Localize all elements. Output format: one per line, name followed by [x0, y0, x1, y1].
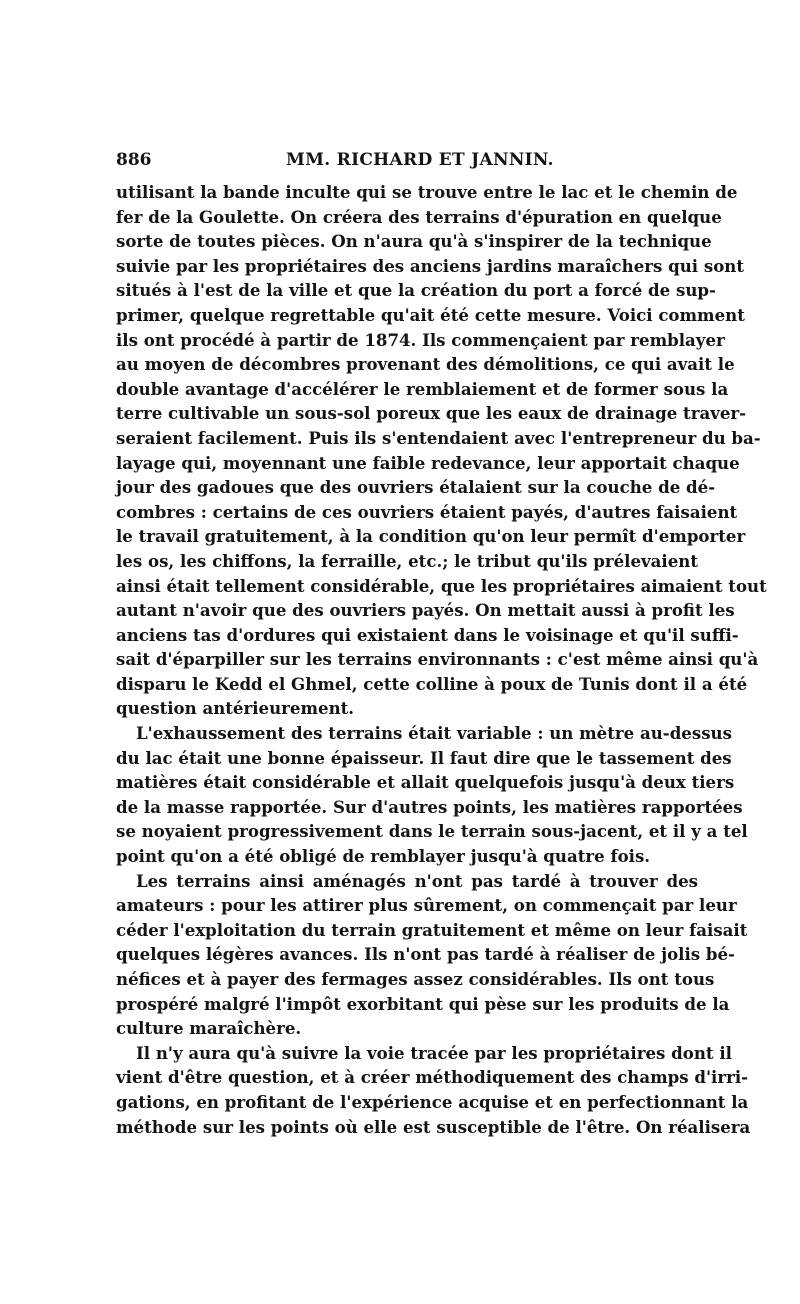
text-line: quelques légères avances. Ils n'ont pas tardé à réaliser de jolis bé- — [116, 944, 735, 965]
text-line: seraient facilement. Puis ils s'entendaient avec l'entrepreneur du ba- — [116, 427, 761, 448]
text-line: sait d'éparpiller sur les terrains environnants : c'est même ainsi qu'à — [116, 649, 759, 670]
text-line: fer de la Goulette. On créera des terrains d'épuration en quelque — [116, 206, 722, 227]
text-line: du lac était une bonne épaisseur. Il faut dire que le tassement des — [116, 747, 732, 768]
text-line: amateurs : pour les attirer plus sûrement, on commençait par leur — [116, 895, 737, 916]
text-line: question antérieurement. — [116, 698, 355, 719]
text-line: les os, les chiffons, la ferraille, etc.; le tribut qu'ils prélevaient — [116, 550, 698, 571]
paragraph-2 — [116, 721, 748, 869]
text-line: Les terrains ainsi aménagés n'ont pas tardé à trouver des — [136, 870, 698, 891]
text-line: le travail gratuitement, à la condition qu'on leur permît d'emporter — [116, 526, 746, 547]
text-line: gations, en profitant de l'expérience acquise et en perfectionnant la — [116, 1091, 749, 1112]
text-line: anciens tas d'ordures qui existaient dans le voisinage et qu'il suffi- — [116, 624, 739, 645]
text-line: situés à l'est de la ville et que la création du port a forcé de sup- — [116, 280, 716, 301]
text-line: disparu le Kedd el Ghmel, cette colline à poux de Tunis dont il a été — [116, 673, 748, 694]
text-line: se noyaient progressivement dans le terrain sous-jacent, et il y a tel — [116, 821, 748, 842]
text-line: Il n'y aura qu'à suivre la voie tracée par les propriétaires dont il — [136, 1042, 732, 1063]
running-title: MM. RICHARD ET JANNIN. — [286, 150, 554, 170]
text-line: céder l'exploitation du terrain gratuitement et même on leur faisait — [116, 919, 748, 940]
text-line: point qu'on a été obligé de remblayer jusqu'à quatre fois. — [116, 846, 651, 867]
body-text — [116, 180, 767, 1139]
text-line: utilisant la bande inculte qui se trouve entre le lac et le chemin de — [116, 182, 738, 202]
text-line: ils ont procédé à partir de 1874. Ils commençaient par remblayer — [116, 329, 725, 350]
paragraph-4 — [116, 1041, 751, 1139]
text-line: combres : certains de ces ouvriers étaient payés, d'autres faisaient — [116, 501, 738, 522]
page-number: 886 — [116, 150, 152, 170]
text-line: au moyen de décombres provenant des démolitions, ce qui avait le — [116, 354, 735, 375]
text-line: double avantage d'accélérer le remblaiement et de former sous la — [116, 378, 729, 399]
text-line: jour des gadoues que des ouvriers étalaient sur la couche de dé- — [116, 477, 716, 498]
text-line: de la masse rapportée. Sur d'autres points, les matières rapportées — [116, 796, 743, 817]
text-line: néfices et à payer des fermages assez considérables. Ils ont tous — [116, 969, 715, 989]
text-line: suivie par les propriétaires des anciens jardins maraîchers qui sont — [116, 255, 745, 276]
text-line: matières était considérable et allait quelquefois jusqu'à deux tiers — [116, 772, 735, 793]
text-line: primer, quelque regrettable qu'ait été cette mesure. Voici comment — [116, 304, 745, 325]
paragraph-1 — [116, 180, 767, 721]
text-line: autant n'avoir que des ouvriers payés. On mettait aussi à profit les — [116, 600, 735, 621]
text-line: sorte de toutes pièces. On n'aura qu'à s'inspirer de la technique — [116, 231, 712, 252]
running-head — [116, 150, 698, 176]
text-line: ainsi était tellement considérable, que les propriétaires aimaient tout — [116, 575, 767, 596]
text-line: culture maraîchère. — [116, 1018, 302, 1039]
paragraph-3 — [116, 869, 748, 1041]
text-line: terre cultivable un sous-sol poreux que les eaux de drainage traver- — [116, 403, 747, 424]
text-line: prospéré malgré l'impôt exorbitant qui pèse sur les produits de la — [116, 993, 730, 1014]
text-line: vient d'être question, et à créer méthodiquement des champs d'irri- — [116, 1067, 749, 1088]
text-line: layage qui, moyennant une faible redevance, leur apportait chaque — [116, 452, 740, 473]
text-line: méthode sur les points où elle est susceptible de l'être. On réalisera — [116, 1116, 751, 1137]
text-line: L'exhaussement des terrains était variable : un mètre au-dessus — [136, 723, 732, 744]
